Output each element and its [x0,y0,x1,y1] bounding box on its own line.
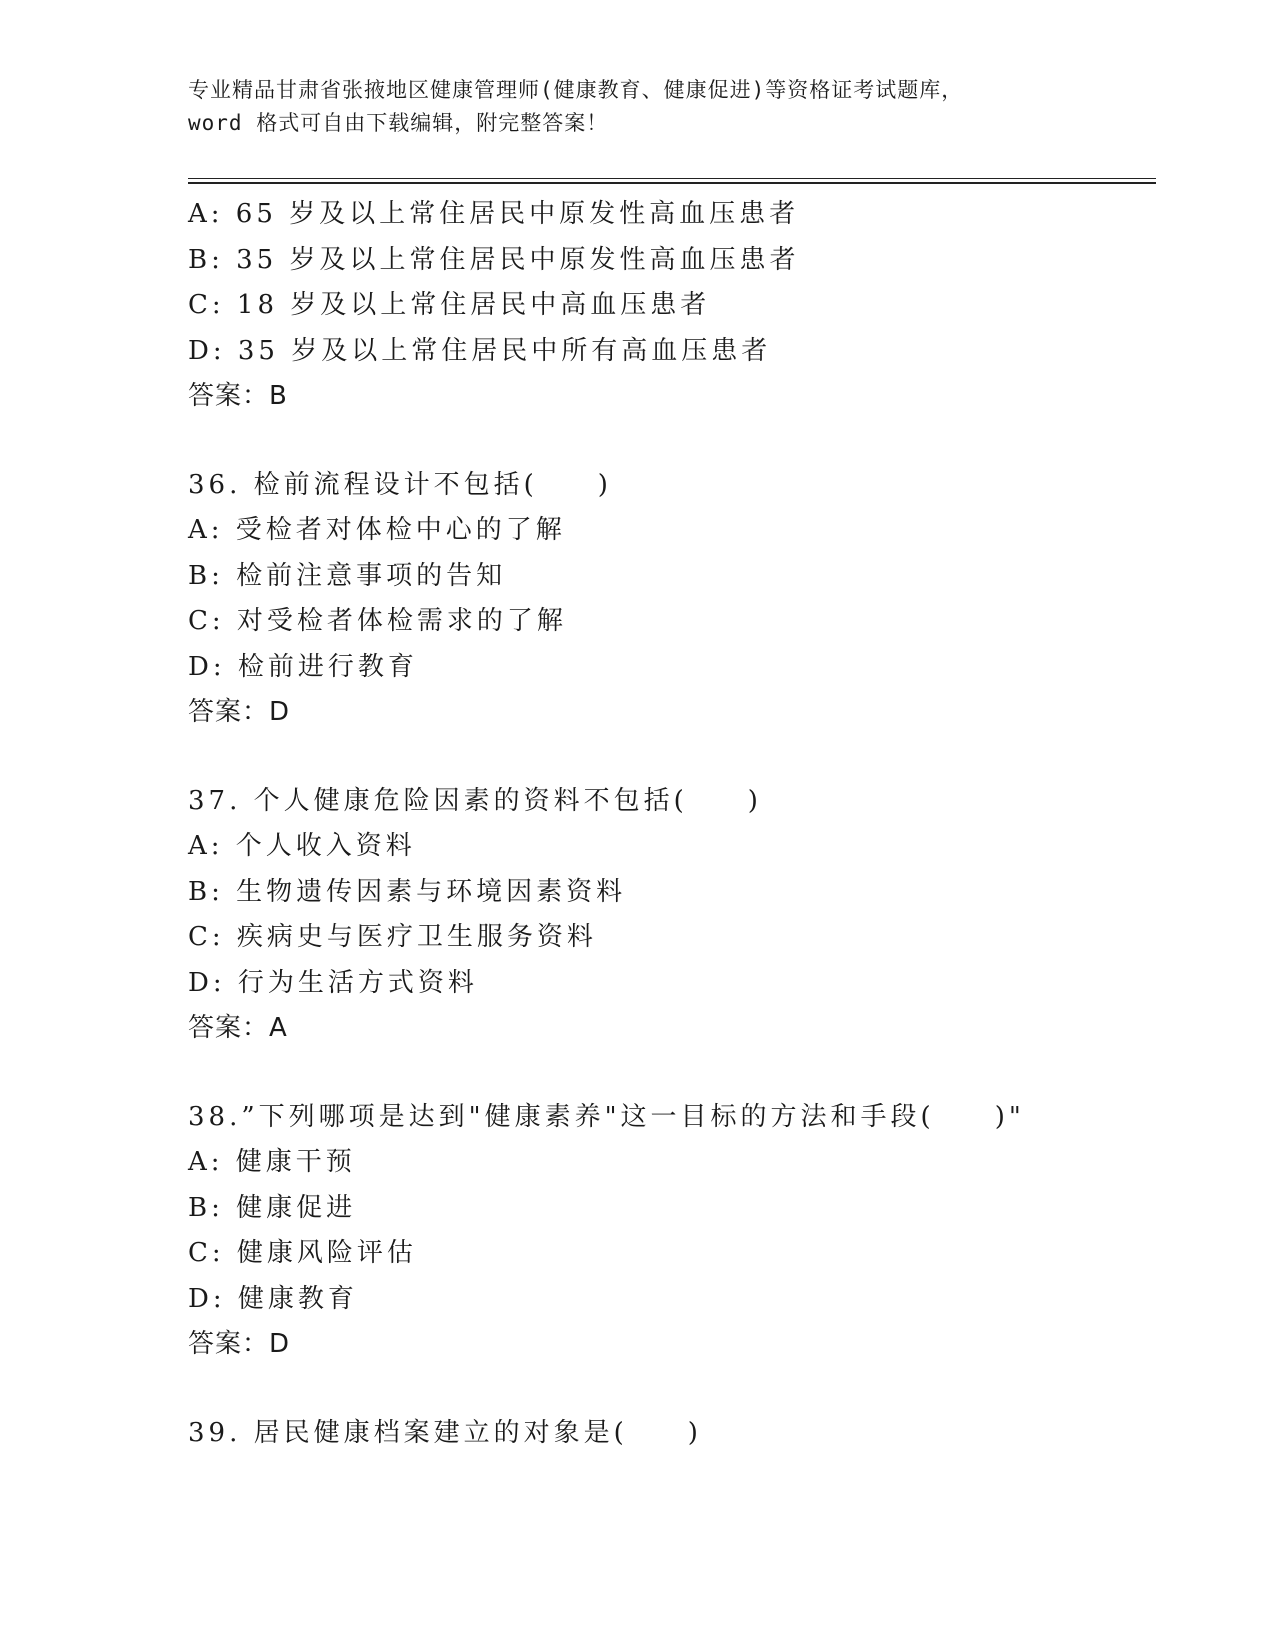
question-text: 38.”下列哪项是达到"健康素养"这一目标的方法和手段( )" [188,1101,1025,1132]
option-a: A: 受检者对体检中心的了解 [188,515,566,545]
option-b: B: 35 岁及以上常住居民中原发性高血压患者 [188,244,800,275]
spacer [188,420,1148,463]
option-d: D: 检前进行教育 [188,651,418,682]
question-text: 36. 检前流程设计不包括( ) [188,469,612,500]
question-38 [188,1095,1148,1368]
question-list [188,192,1148,1456]
header-divider-thin [188,178,1156,179]
answer: 答案：D [188,697,291,727]
option-a: A: 65 岁及以上常住居民中原发性高血压患者 [188,199,800,229]
question-text: 39. 居民健康档案建立的对象是( ) [188,1417,702,1448]
document-header [188,74,1088,140]
option-c: C: 健康风险评估 [188,1238,417,1268]
option-b: B: 健康促进 [188,1192,357,1223]
header-title-line-2: word 格式可自由下载编辑，附完整答案！ [188,111,609,135]
spacer [188,1368,1148,1411]
header-title-line-1: 专业精品甘肃省张掖地区健康管理师(健康教育、健康促进)等资格证考试题库， [188,78,964,102]
option-d: D: 35 岁及以上常住居民中所有高血压患者 [188,335,772,366]
option-c: C: 疾病史与医疗卫生服务资料 [188,922,597,952]
question-text: 37. 个人健康危险因素的资料不包括( ) [188,785,762,816]
question-35 [188,192,1148,420]
question-39 [188,1411,1148,1457]
answer: 答案：A [188,1013,288,1043]
answer: 答案：D [188,1329,291,1359]
question-36 [188,463,1148,736]
option-b: B: 生物遗传因素与环境因素资料 [188,876,627,907]
spacer [188,1052,1148,1095]
option-b: B: 检前注意事项的告知 [188,560,507,591]
spacer [188,736,1148,779]
option-d: D: 健康教育 [188,1283,358,1314]
option-c: C: 18 岁及以上常住居民中高血压患者 [188,290,711,320]
option-d: D: 行为生活方式资料 [188,967,478,998]
header-divider-thick [188,182,1156,184]
question-37 [188,779,1148,1052]
option-a: A: 个人收入资料 [188,831,416,861]
option-a: A: 健康干预 [188,1147,356,1177]
answer: 答案：B [188,381,288,411]
option-c: C: 对受检者体检需求的了解 [188,606,567,636]
